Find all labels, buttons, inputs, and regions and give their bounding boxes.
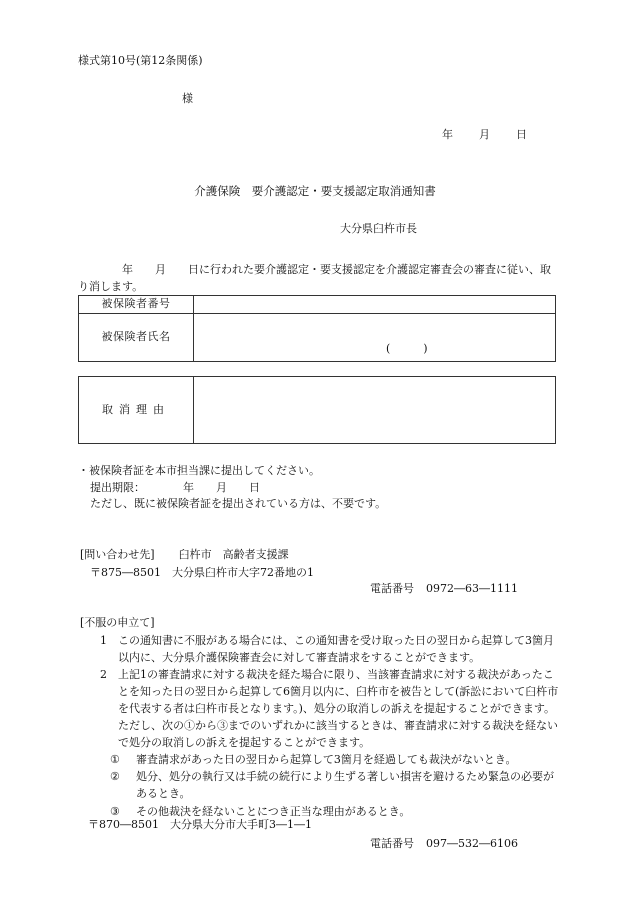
sub-text: 審査請求があった日の翌日から起算して3箇月を経過しても裁決がないとき。 [136, 753, 517, 767]
contact-phone-number: 0972―63―1111 [426, 582, 518, 595]
objection-sub-1 [80, 751, 560, 768]
contact-phone [370, 582, 518, 597]
notes-line1: ・被保険者証を本市担当課に提出してください。 [78, 464, 320, 477]
form-number: 様式第10号(第12条関係) [78, 54, 203, 67]
objection-phone-label: 電話番号 [370, 837, 414, 850]
deadline-date: 年 月 日 [183, 480, 260, 494]
contact-address: 〒875―8501 大分県臼杵市大字72番地の1 [90, 565, 314, 579]
sub-text: その他裁決を経ないことにつき正当な理由があるとき。 [136, 804, 411, 818]
objection-heading: [不服の申立て] [80, 616, 155, 629]
contact-dept: 臼杵市 高齢者支援課 [178, 548, 289, 561]
sub-number: ③ [110, 804, 120, 818]
objection-sub-3 [80, 803, 560, 820]
document-title: 介護保険 要介護認定・要支援認定取消通知書 [194, 184, 436, 198]
cancel-reason-value [194, 377, 556, 444]
sub-number: ① [110, 753, 120, 767]
deadline-label: 提出期限： [90, 480, 145, 494]
objection-block [80, 614, 560, 820]
notes-line3: ただし、既に被保険者証を提出されている方は、不要です。 [90, 497, 387, 510]
date-month: 月 [479, 128, 490, 141]
issue-date [442, 128, 527, 143]
objection-item-1 [80, 632, 560, 666]
notes [78, 463, 386, 513]
objection-phone-number: 097―532―6106 [426, 837, 518, 850]
objection-address: 〒870―8501 大分県大分市大手町3―1―1 [88, 818, 312, 831]
item-text: 上記1の審査請求に対する裁決を経た場合に限り、当該審査請求に対する裁決があったことを知った日の翌日から起算して6箇月以内に、臼杵市を被告として(訴訟において臼杵市を代表する者は臼杵市長となります。)、処分の取消しの訴えを提起することができます。ただし、次の①から③までのいずれかに該当するときは、審査請求に対する裁決を経ないで処分の取消しの訴えを提起することができます。 [118, 668, 559, 750]
sub-text: 処分、処分の執行又は手続の続行により生ずる著しい損害を避けるため緊急の必要があるとき。 [136, 770, 554, 801]
name-paren: ( ) [386, 342, 428, 356]
objection-sub-2 [80, 768, 560, 802]
item-number: 1 [100, 634, 107, 648]
issuer: 大分県臼杵市長 [340, 222, 417, 235]
contact-phone-label: 電話番号 [370, 582, 414, 595]
objection-phone [370, 837, 518, 852]
item-number: 2 [100, 668, 107, 682]
contact-block [80, 546, 314, 581]
insured-name-label: 被保険者氏名 [79, 314, 194, 362]
addressee-suffix: 様 [182, 92, 193, 105]
insured-info-table [78, 295, 556, 362]
sub-number: ② [110, 770, 120, 784]
date-day: 日 [516, 128, 527, 141]
date-year: 年 [442, 128, 453, 141]
notes-deadline [78, 480, 386, 497]
intro-text: 年 月 日に行われた要介護認定・要支援認定を介護認定審査会の審査に従い、取り消します。 [78, 263, 551, 293]
insured-name-value [194, 314, 556, 362]
cancel-reason-table [78, 376, 556, 444]
insured-number-value [194, 296, 556, 314]
insured-number-label: 被保険者番号 [79, 296, 194, 314]
contact-label: [問い合わせ先] [80, 548, 155, 561]
cancel-reason-label: 取消理由 [79, 377, 194, 444]
objection-item-2 [80, 666, 560, 751]
item-text: この通知書に不服がある場合には、この通知書を受け取った日の翌日から起算して3箇月以内に、大分県介護保険審査会に対して審査請求をすることができます。 [118, 634, 554, 665]
